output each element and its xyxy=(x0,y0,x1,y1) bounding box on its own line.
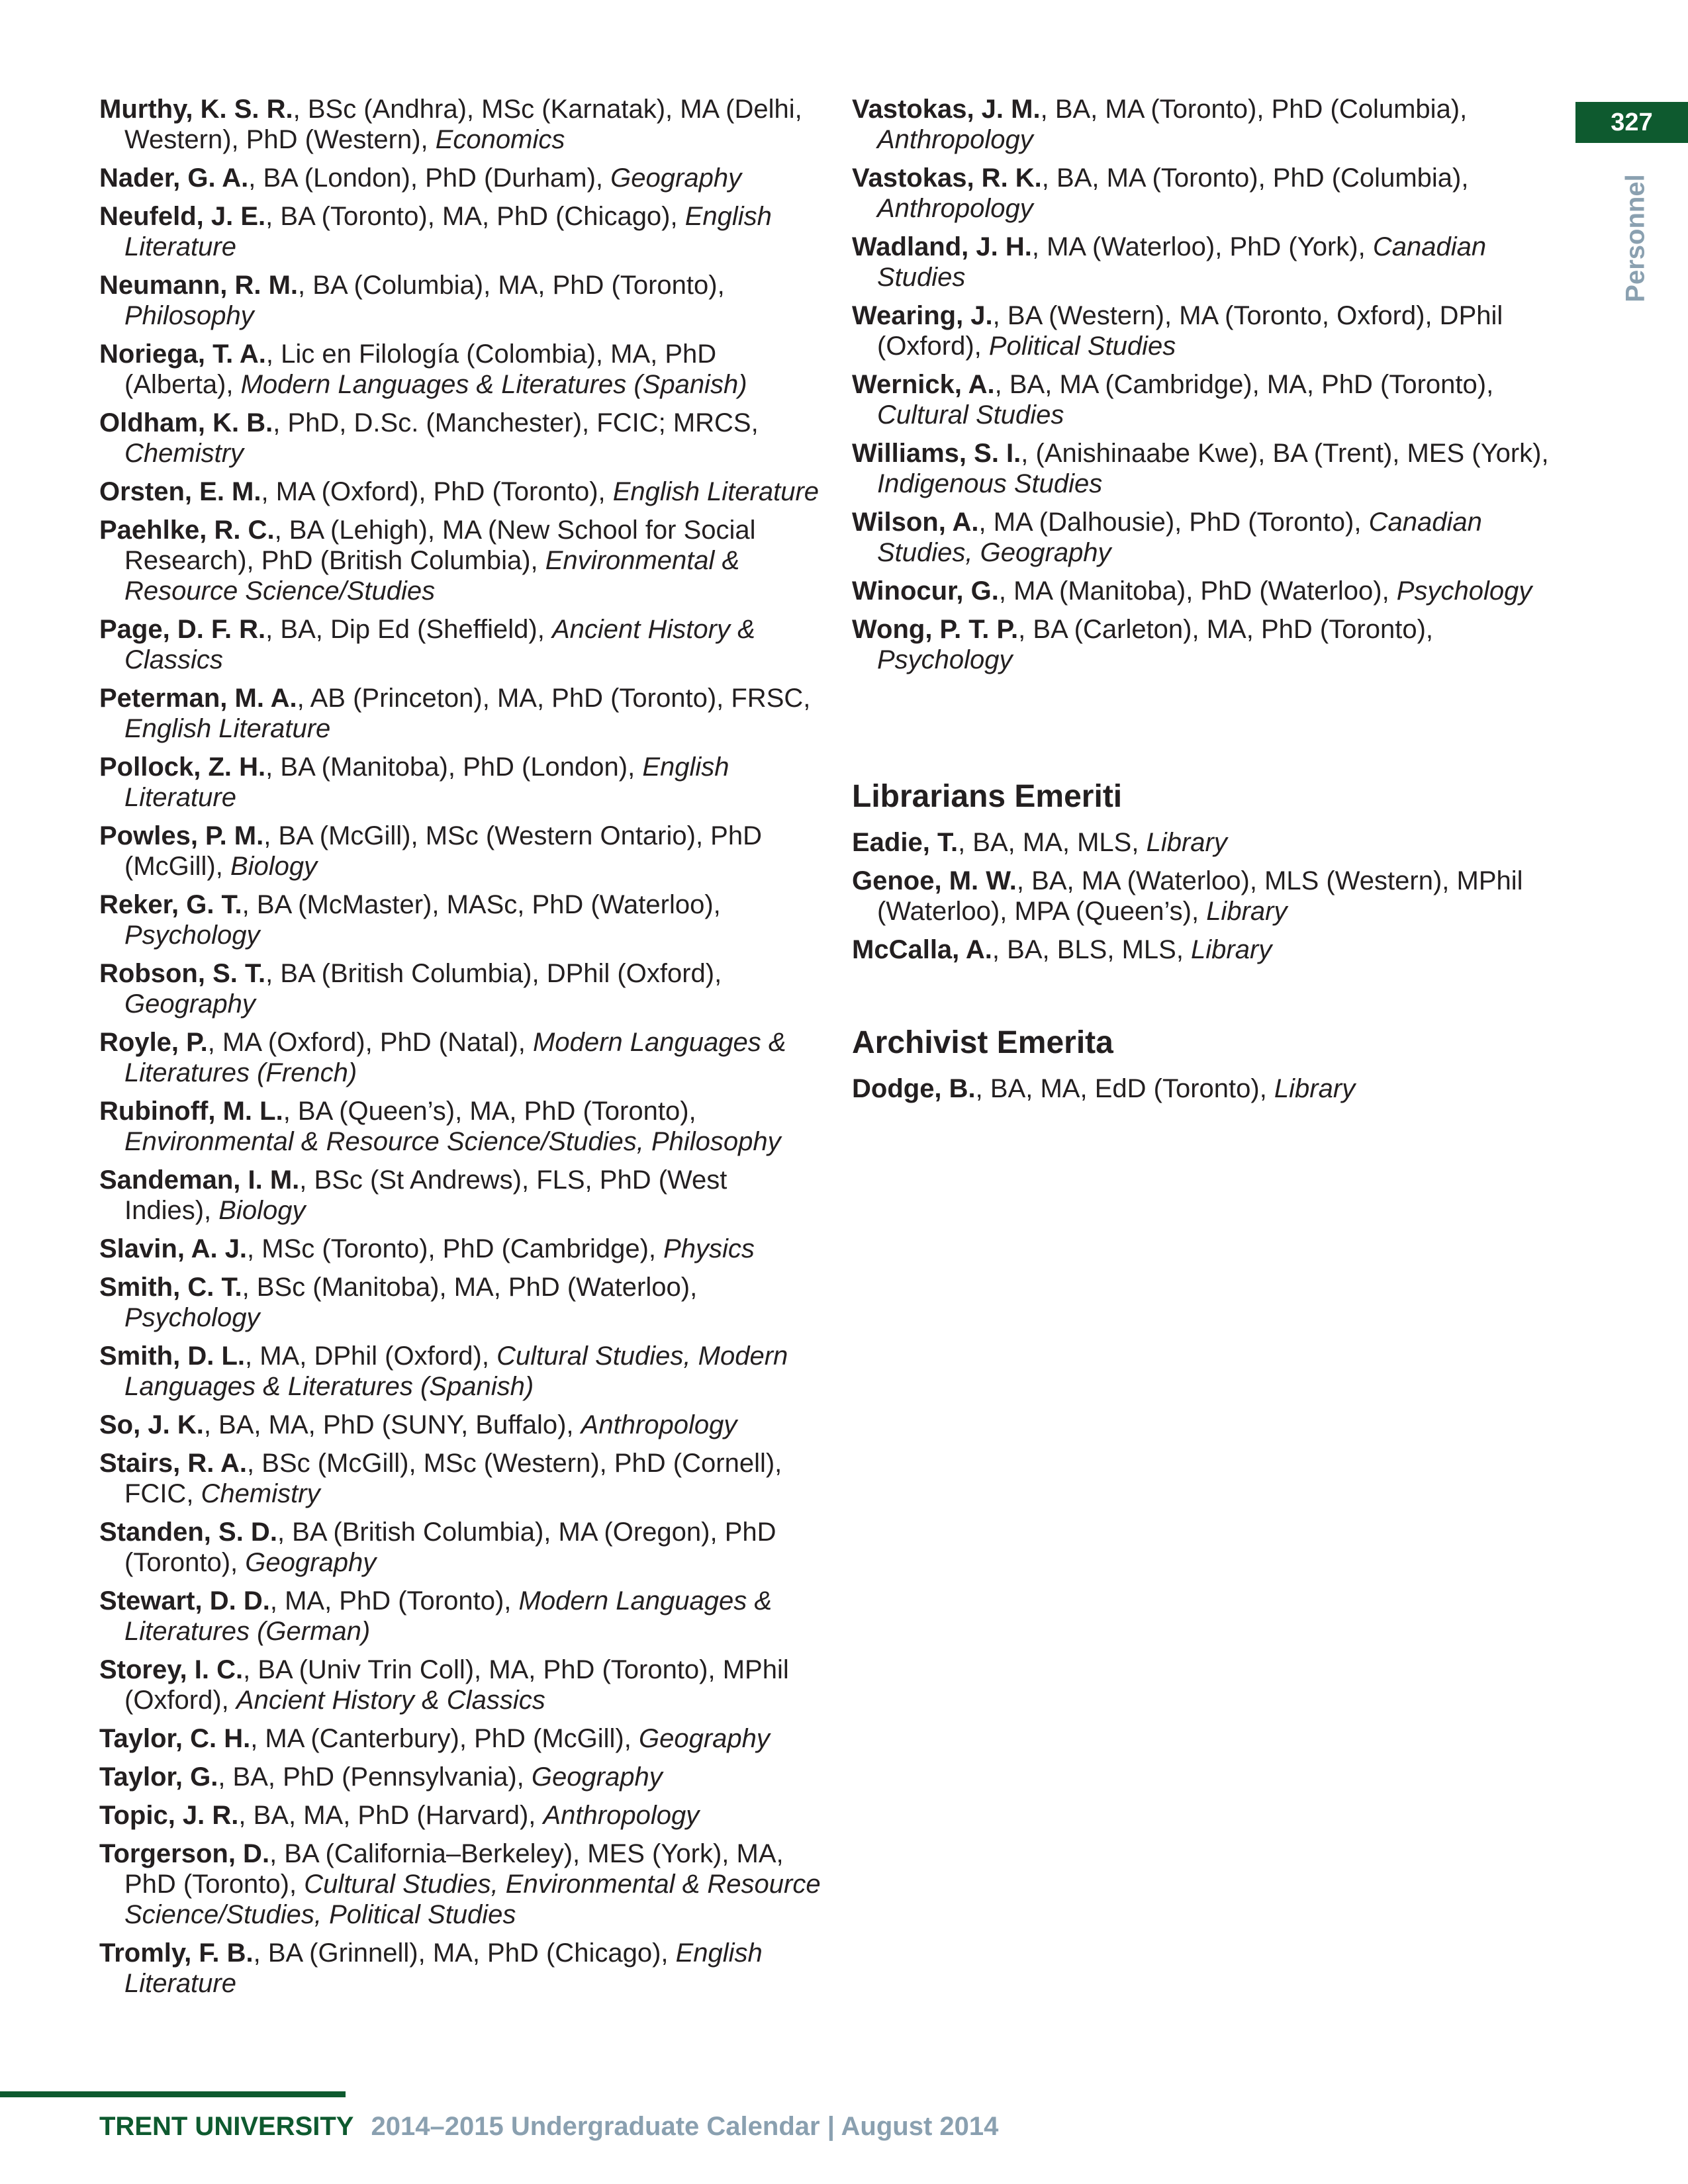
entry-department: Modern Languages & Literatures (German) xyxy=(124,1586,773,1646)
entry-credentials: , BA, Dip Ed (Sheffield), xyxy=(265,615,552,644)
personnel-entry xyxy=(852,94,1567,155)
section-label xyxy=(1616,172,1656,304)
entry-name: Wearing, J. xyxy=(852,301,993,330)
archivist-emerita-list xyxy=(852,1073,1567,1104)
footer-university: TRENT UNIVERSITY xyxy=(99,2112,354,2141)
entry-department: Geography xyxy=(124,989,256,1019)
entry-name: Taylor, C. H. xyxy=(99,1724,251,1753)
entry-name: So, J. K. xyxy=(99,1410,204,1439)
entry-credentials: , BA (Columbia), MA, PhD (Toronto), xyxy=(298,271,725,300)
entry-credentials: , BA, MA, PhD (SUNY, Buffalo), xyxy=(203,1410,581,1439)
personnel-entry xyxy=(99,1586,821,1647)
entry-department: Indigenous Studies xyxy=(877,469,1103,498)
entry-department: Anthropology xyxy=(877,125,1033,154)
entry-department: Modern Languages & Literatures (French) xyxy=(124,1028,786,1087)
personnel-entry xyxy=(99,752,821,813)
entry-credentials: , BA (Manitoba), PhD (London), xyxy=(265,752,643,782)
personnel-entry xyxy=(99,1655,821,1715)
entry-name: Neufeld, J. E. xyxy=(99,202,266,231)
entry-department: Geography xyxy=(610,163,742,193)
entry-credentials: , BA (London), PhD (Durham), xyxy=(248,163,611,193)
personnel-entry xyxy=(99,1762,821,1792)
entry-name: Noriega, T. A. xyxy=(99,340,266,369)
entry-credentials: , BSc (Manitoba), MA, PhD (Waterloo), xyxy=(242,1273,698,1302)
entry-department: Geography xyxy=(245,1548,377,1577)
entry-credentials: , MA (Canterbury), PhD (McGill), xyxy=(250,1724,639,1753)
entry-credentials: , MA (Oxford), PhD (Natal), xyxy=(207,1028,534,1057)
entry-department: English Literature xyxy=(612,477,820,506)
personnel-entry xyxy=(852,438,1567,499)
personnel-entry xyxy=(852,934,1567,965)
entry-department: Psychology xyxy=(877,645,1013,674)
entry-department: Chemistry xyxy=(201,1479,320,1508)
entry-credentials: , AB (Princeton), MA, PhD (Toronto), FRSC, xyxy=(297,684,811,713)
entry-name: Winocur, G. xyxy=(852,576,999,606)
personnel-entry xyxy=(99,1448,821,1509)
entry-credentials: , BSc (McGill), MSc (Western), PhD (Cornell), FCIC, xyxy=(124,1449,782,1508)
entry-name: Wernick, A. xyxy=(852,370,995,399)
librarians-emeriti-heading: Librarians Emeriti xyxy=(852,779,1123,814)
personnel-entry xyxy=(99,614,821,675)
entry-department: Ancient History & Classics xyxy=(124,615,755,674)
entry-name: Storey, I. C. xyxy=(99,1655,244,1684)
entry-department: Philosophy xyxy=(124,301,254,330)
librarians-emeriti-section xyxy=(852,778,1567,965)
page-number: 327 xyxy=(1575,102,1688,143)
entry-credentials: , BA, MA, MLS, xyxy=(958,828,1147,857)
entry-department: Library xyxy=(1146,828,1227,857)
entry-name: Neumann, R. M. xyxy=(99,271,299,300)
entry-credentials: , BA, MA, EdD (Toronto), xyxy=(975,1074,1274,1103)
entry-name: Topic, J. R. xyxy=(99,1801,239,1830)
personnel-entry xyxy=(99,1517,821,1578)
entry-name: McCalla, A. xyxy=(852,935,992,964)
entry-name: Vastokas, R. K. xyxy=(852,163,1042,193)
personnel-entry xyxy=(99,515,821,606)
entry-name: Page, D. F. R. xyxy=(99,615,266,644)
entry-credentials: , MA (Manitoba), PhD (Waterloo), xyxy=(998,576,1397,606)
entry-credentials: , BA, MA (Cambridge), MA, PhD (Toronto), xyxy=(994,370,1494,399)
personnel-entry xyxy=(99,94,821,155)
entry-name: Powles, P. M. xyxy=(99,821,264,850)
entry-department: Psychology xyxy=(1396,576,1532,606)
entry-credentials: , (Anishinaabe Kwe), BA (Trent), MES (York), xyxy=(1021,439,1549,468)
archivist-emerita-section xyxy=(852,1024,1567,1104)
personnel-entry xyxy=(852,232,1567,293)
entry-credentials: , BA, PhD (Pennsylvania), xyxy=(218,1762,532,1792)
right-column xyxy=(852,94,1567,1112)
entry-department: Library xyxy=(1206,897,1288,926)
entry-name: Wadland, J. H. xyxy=(852,232,1032,261)
personnel-entry xyxy=(99,1027,821,1088)
personnel-entry xyxy=(99,1723,821,1754)
personnel-entry xyxy=(852,827,1567,858)
personnel-entry xyxy=(99,1234,821,1264)
entry-name: Murthy, K. S. R. xyxy=(99,95,293,124)
entry-name: Genoe, M. W. xyxy=(852,866,1017,895)
entry-credentials: , BA, MA (Toronto), PhD (Columbia), xyxy=(1041,163,1469,193)
personnel-entry xyxy=(852,1073,1567,1104)
entry-name: Wilson, A. xyxy=(852,508,979,537)
entry-credentials: , BA (McMaster), MASc, PhD (Waterloo), xyxy=(242,890,721,919)
archivist-emerita-heading: Archivist Emerita xyxy=(852,1025,1113,1060)
entry-name: Pollock, Z. H. xyxy=(99,752,266,782)
footer xyxy=(99,2110,998,2143)
personnel-entry xyxy=(99,1800,821,1831)
entry-department: English Literature xyxy=(124,1938,763,1998)
entry-name: Tromly, F. B. xyxy=(99,1938,254,1968)
entry-name: Oldham, K. B. xyxy=(99,408,273,437)
entry-department: Geography xyxy=(638,1724,770,1753)
entry-department: Library xyxy=(1191,935,1272,964)
personnel-entry xyxy=(852,866,1567,927)
entry-name: Rubinoff, M. L. xyxy=(99,1097,283,1126)
entry-name: Sandeman, I. M. xyxy=(99,1165,300,1195)
entry-name: Eadie, T. xyxy=(852,828,959,857)
entry-credentials: , BA (Grinnell), MA, PhD (Chicago), xyxy=(253,1938,676,1968)
entry-credentials: , BSc (Andhra), MSc (Karnatak), MA (Delhi, Western), PhD (Western), xyxy=(124,95,802,154)
entry-credentials: , MA (Oxford), PhD (Toronto), xyxy=(261,477,613,506)
entry-credentials: , BA (Univ Trin Coll), MA, PhD (Toronto), MPhil (Oxford), xyxy=(124,1655,789,1715)
entry-credentials: , BA, BLS, MLS, xyxy=(992,935,1192,964)
entry-department: Anthropology xyxy=(877,194,1033,223)
personnel-entry xyxy=(99,1272,821,1333)
entry-name: Taylor, G. xyxy=(99,1762,218,1792)
librarians-emeriti-list xyxy=(852,827,1567,965)
entry-name: Torgerson, D. xyxy=(99,1839,270,1868)
personnel-entry xyxy=(99,958,821,1019)
entry-credentials: , BA (Western), MA (Toronto, Oxford), DPhil (Oxford), xyxy=(877,301,1503,361)
entry-department: Ancient History & Classics xyxy=(236,1686,545,1715)
entry-department: Library xyxy=(1274,1074,1356,1103)
entry-credentials: , BA (Carleton), MA, PhD (Toronto), xyxy=(1018,615,1434,644)
personnel-entry xyxy=(852,163,1567,224)
entry-department: Canadian Studies xyxy=(877,232,1487,292)
entry-name: Slavin, A. J. xyxy=(99,1234,248,1263)
personnel-entry xyxy=(99,163,821,193)
entry-credentials: , MA, DPhil (Oxford), xyxy=(245,1342,497,1371)
personnel-entry xyxy=(99,1410,821,1440)
entry-name: Stewart, D. D. xyxy=(99,1586,270,1615)
entry-name: Smith, C. T. xyxy=(99,1273,242,1302)
personnel-entry xyxy=(852,576,1567,606)
personnel-entry xyxy=(852,300,1567,361)
footer-calendar: 2014–2015 Undergraduate Calendar | August 2014 xyxy=(371,2112,999,2141)
entry-department: Cultural Studies, Modern Languages & Literatures (Spanish) xyxy=(124,1342,788,1401)
personnel-entry xyxy=(99,821,821,882)
entry-name: Nader, G. A. xyxy=(99,163,249,193)
entry-department: Anthropology xyxy=(581,1410,737,1439)
entry-department: Psychology xyxy=(124,921,260,950)
entry-credentials: , BA (Queen’s), MA, PhD (Toronto), xyxy=(283,1097,696,1126)
entry-department: Biology xyxy=(218,1196,306,1225)
left-column xyxy=(99,94,821,2007)
entry-name: Dodge, B. xyxy=(852,1074,976,1103)
personnel-entry xyxy=(99,1938,821,1999)
entry-department: English Literature xyxy=(124,714,331,743)
entry-credentials: , BA, MA, PhD (Harvard), xyxy=(238,1801,543,1830)
entry-credentials: , MSc (Toronto), PhD (Cambridge), xyxy=(247,1234,664,1263)
entry-department: Economics xyxy=(435,125,565,154)
personnel-entry xyxy=(99,1165,821,1226)
entry-name: Wong, P. T. P. xyxy=(852,615,1019,644)
entry-credentials: , BA (Toronto), MA, PhD (Chicago), xyxy=(265,202,685,231)
personnel-entry xyxy=(99,1096,821,1157)
personnel-entry xyxy=(852,369,1567,430)
entry-name: Robson, S. T. xyxy=(99,959,266,988)
entry-credentials: , BA, MA (Waterloo), MLS (Western), MPhil (Waterloo), MPA (Queen’s), xyxy=(877,866,1523,926)
entry-credentials: , BA (McGill), MSc (Western Ontario), PhD (McGill), xyxy=(124,821,762,881)
entry-department: Modern Languages & Literatures (Spanish) xyxy=(240,370,747,399)
entry-name: Paehlke, R. C. xyxy=(99,516,275,545)
entry-department: Canadian Studies, Geography xyxy=(877,508,1482,567)
personnel-entry xyxy=(99,889,821,950)
personnel-entry xyxy=(99,339,821,400)
entry-credentials: , BA, MA (Toronto), PhD (Columbia), xyxy=(1040,95,1468,124)
entry-name: Reker, G. T. xyxy=(99,890,242,919)
footer-rule xyxy=(0,2091,346,2097)
entry-department: Political Studies xyxy=(988,332,1176,361)
entry-name: Smith, D. L. xyxy=(99,1342,245,1371)
personnel-entry xyxy=(99,1839,821,1930)
entry-department: English Literature xyxy=(124,202,772,261)
entry-name: Peterman, M. A. xyxy=(99,684,297,713)
entry-credentials: , PhD, D.Sc. (Manchester), FCIC; MRCS, xyxy=(273,408,759,437)
personnel-entry xyxy=(99,683,821,744)
entry-department: Physics xyxy=(663,1234,755,1263)
entry-name: Royle, P. xyxy=(99,1028,208,1057)
entry-name: Williams, S. I. xyxy=(852,439,1021,468)
section-label-text: Personnel xyxy=(1620,174,1650,302)
personnel-entry xyxy=(852,614,1567,675)
entry-department: Anthropology xyxy=(543,1801,700,1830)
entry-credentials: , BSc (St Andrews), FLS, PhD (West Indies), xyxy=(124,1165,727,1225)
entry-name: Orsten, E. M. xyxy=(99,477,261,506)
personnel-entry xyxy=(99,1341,821,1402)
entry-credentials: , MA (Dalhousie), PhD (Toronto), xyxy=(978,508,1369,537)
entry-department: Environmental & Resource Science/Studies xyxy=(124,546,740,606)
entry-department: Biology xyxy=(230,852,318,881)
entry-name: Stairs, R. A. xyxy=(99,1449,248,1478)
entry-credentials: , BA (California–Berkeley), MES (York), MA, PhD (Toronto), xyxy=(124,1839,784,1899)
personnel-entry xyxy=(99,477,821,507)
entry-name: Vastokas, J. M. xyxy=(852,95,1041,124)
emeriti-list-continued xyxy=(852,94,1567,675)
entry-credentials: , BA (British Columbia), DPhil (Oxford), xyxy=(265,959,722,988)
entry-department: Cultural Studies xyxy=(877,400,1064,430)
entry-department: English Literature xyxy=(124,752,729,812)
entry-department: Environmental & Resource Science/Studies, Philosophy xyxy=(124,1127,781,1156)
entry-department: Cultural Studies, Environmental & Resource Science/Studies, Political Studies xyxy=(124,1870,821,1929)
personnel-entry xyxy=(99,270,821,331)
entry-credentials: , MA, PhD (Toronto), xyxy=(269,1586,519,1615)
personnel-entry xyxy=(99,201,821,262)
entry-credentials: , BA (Lehigh), MA (New School for Social Research), PhD (British Columbia), xyxy=(124,516,756,575)
entry-credentials: , BA (British Columbia), MA (Oregon), PhD (Toronto), xyxy=(124,1518,776,1577)
personnel-entry xyxy=(99,408,821,469)
entry-department: Psychology xyxy=(124,1303,260,1332)
entry-department: Geography xyxy=(531,1762,663,1792)
entry-credentials: , Lic en Filología (Colombia), MA, PhD (Alberta), xyxy=(124,340,717,399)
personnel-entry xyxy=(852,507,1567,568)
entry-name: Standen, S. D. xyxy=(99,1518,277,1547)
entry-credentials: , MA (Waterloo), PhD (York), xyxy=(1031,232,1373,261)
entry-department: Chemistry xyxy=(124,439,244,468)
